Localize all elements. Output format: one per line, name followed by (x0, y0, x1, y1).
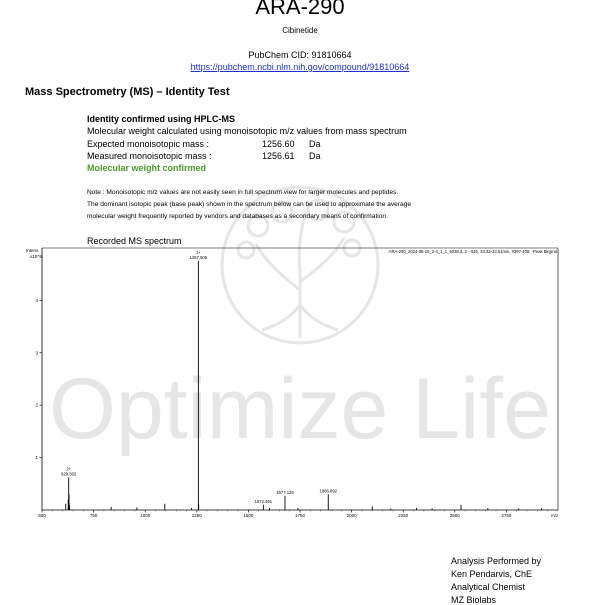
x-tick-label: 750 (89, 513, 98, 518)
chart-title: ARA-290_2024-08-15_2-4_1_1_5038.d, 2 - rt45, 33.32-33.51min, #397-408, -Peak Bkgrnd (388, 249, 557, 254)
expected-mass-value: 1256.60 (262, 139, 295, 149)
peak-label: 1677.126 (276, 489, 294, 495)
expected-mass-row (87, 139, 321, 149)
x-tick-label: 2250 (398, 513, 409, 518)
peak-label: 1257.605 (189, 255, 208, 261)
y-tick-label: 4 (35, 297, 38, 303)
analyst-company: MZ Biolabs (451, 595, 497, 605)
page-title: ARA-290 (255, 0, 345, 19)
peak-label: 629.302 (61, 471, 77, 477)
expected-mass-unit: Da (309, 139, 321, 149)
analyst-name: Ken Pendarvis, ChE (451, 569, 533, 579)
x-axis-label: m/z (551, 513, 559, 518)
x-tick-label: 1500 (243, 513, 254, 518)
expected-mass-label: Expected monoisotopic mass : (87, 139, 210, 149)
x-tick-label: 500 (38, 513, 46, 518)
confirmation-status: Molecular weight confirmed (87, 163, 207, 173)
pubchem-cid: PubChem CID: 91810664 (248, 50, 352, 60)
x-tick-label: 1250 (191, 513, 202, 518)
y-tick-label: 3 (35, 350, 38, 356)
identity-calc-text: Molecular weight calculated using monoisotopic m/z values from mass spectrum (87, 126, 407, 136)
x-tick-label: 2750 (501, 513, 512, 518)
peaks (66, 261, 542, 510)
x-tick-label: 1750 (294, 513, 306, 518)
peak-labels (61, 250, 338, 504)
section-heading: Mass Spectrometry (MS) – Identity Test (25, 86, 230, 98)
note-line-3: molecular weight frequently reported by vendors and databases as a secondary means of confirmation. (87, 213, 388, 220)
peak-charge-label: 1+ (195, 250, 201, 256)
measured-mass-row (87, 151, 321, 161)
peak-charge-label: 2+ (66, 466, 72, 472)
y-ticks (35, 298, 42, 460)
spectrum-label: Recorded MS spectrum (87, 236, 182, 246)
x-tick-label: 2000 (346, 513, 357, 518)
x-tick-label: 1000 (140, 513, 151, 518)
watermark-text: Optimize Life (49, 361, 551, 457)
identity-heading: Identity confirmed using HPLC-MS (87, 114, 236, 124)
signature-line-1: Analysis Performed by (451, 556, 542, 566)
pubchem-link[interactable]: https://pubchem.ncbi.nlm.nih.gov/compound/91810664 (190, 62, 410, 72)
y-tick-label: 2 (35, 402, 38, 408)
note-line-1: Note : Monoisotopic m/z values are not easily seen in full spectrum view for larger molecules and peptides. (87, 189, 399, 196)
ms-spectrum-chart (0, 240, 600, 525)
chart-frame (42, 248, 558, 510)
x-tick-label: 2500 (449, 513, 460, 518)
y-tick-label: 1 (35, 455, 38, 461)
x-ticks (38, 510, 558, 518)
y-axis-multiplier: x10^5 (30, 254, 42, 259)
peak-label: 1886.892 (319, 488, 337, 494)
analyst-title: Analytical Chemist (451, 582, 526, 592)
measured-mass-unit: Da (309, 151, 321, 161)
page-subtitle: Cibinetide (282, 26, 318, 35)
measured-mass-label: Measured monoisotopic mass : (87, 151, 212, 161)
peak-label: 1572.491 (254, 498, 273, 504)
y-axis-label: Intens. (26, 248, 40, 253)
note-line-2: The dominant isotopic peak (base peak) shown in the spectrum below can be used to approximate the average (87, 201, 412, 208)
measured-mass-value: 1256.61 (262, 151, 295, 161)
